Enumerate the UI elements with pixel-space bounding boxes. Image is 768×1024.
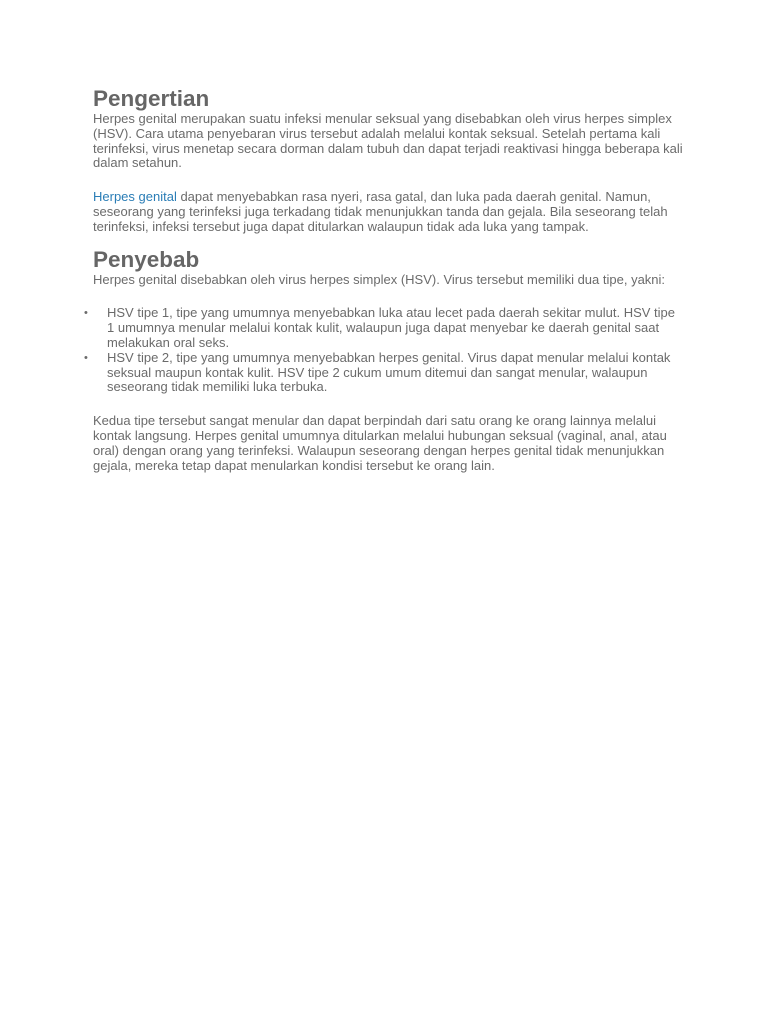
bullet-icon: • (84, 351, 88, 364)
paragraph-pengertian-2-text: dapat menyebabkan rasa nyeri, rasa gatal, dan luka pada daerah genital. Namun, seseorang yang terinfeksi juga terkadang tidak menunjukkan tanda dan gejala. Bila seseorang telah terinfeksi, infeksi tersebut juga dapat ditularkan walaupun tidak ada luka yang tampak. (93, 189, 668, 234)
heading-pengertian: Pengertian (93, 86, 210, 111)
bullet-icon: • (84, 307, 88, 320)
herpes-genital-link[interactable]: Herpes genital (93, 189, 177, 205)
spacer (93, 235, 683, 247)
paragraph-penyebab-intro: Herpes genital disebabkan oleh virus herpes simplex (HSV). Virus tersebut memiliki dua tipe, yakni: (93, 271, 666, 287)
list-item (84, 349, 683, 395)
spacer (93, 171, 683, 190)
spacer (93, 395, 683, 414)
document-page (84, 86, 683, 473)
list-item-text: HSV tipe 1, tipe yang umumnya menyebabkan luka atau lecet pada daerah sekitar mulut. HSV tipe 1 umumnya menular melalui kontak kulit, walaupun juga dapat menyebar ke daerah genital saat melakukan oral seks. (107, 305, 675, 350)
hsv-type-list (84, 305, 683, 395)
list-item (84, 305, 683, 350)
spacer (93, 287, 683, 306)
list-item-text: HSV tipe 2, tipe yang umumnya menyebabkan herpes genital. Virus dapat menular melalui kontak seksual maupun kontak kulit. HSV tipe 2 cukum umum ditemui dan sangat menular, walaupun seseorang tidak memiliki luka terbuka. (107, 349, 671, 395)
paragraph-penyebab-outro: Kedua tipe tersebut sangat menular dan dapat berpindah dari satu orang ke orang lainnya melalui kontak langsung. Herpes genital umumnya ditularkan melalui hubungan seksual (vaginal, anal, atau oral) dengan orang yang terinfeksi. Walaupun seseorang dengan herpes genital tidak menunjukkan gejala, mereka tetap dapat menularkan kondisi tersebut ke orang lain. (93, 413, 667, 473)
paragraph-pengertian-1: Herpes genital merupakan suatu infeksi menular seksual yang disebabkan oleh virus herpes simplex (HSV). Cara utama penyebaran virus tersebut adalah melalui kontak seksual. Setelah pertama kali terinfeksi, virus menetap secara dorman dalam tubuh dan dapat terjadi reaktivasi hingga beberapa kali dalam setahun. (93, 111, 683, 171)
paragraph-pengertian-2 (93, 190, 683, 234)
heading-penyebab: Penyebab (93, 246, 200, 272)
